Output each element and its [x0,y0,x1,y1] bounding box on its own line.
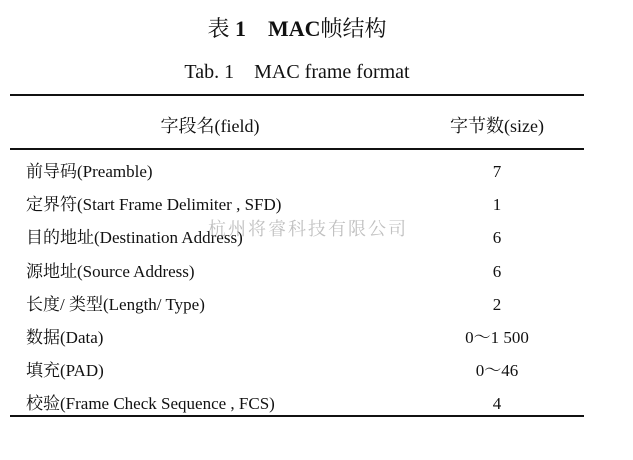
table-row [10,321,584,354]
cell-field: 定界符(Start Frame Delimiter , SFD) [26,195,282,215]
cell-field: 前导码(Preamble) [26,162,153,181]
table-row [10,288,584,321]
table-body [10,155,584,421]
cell-size: 1 [492,195,502,215]
cell-size: 2 [492,294,502,314]
table-row [10,155,584,188]
cell-field: 目的地址(Destination Address) [26,228,243,248]
watermark-text: 杭州将睿科技有限公司 [208,219,408,240]
cell-size: 0～46 [475,361,519,381]
cell-field: 填充(PAD) [26,361,104,381]
cell-size: 7 [492,162,502,181]
caption-prefix: 表 [207,16,230,41]
cell-size: 0～1 500 [465,327,529,347]
cell-size: 4 [492,394,502,414]
header-size: 字节数(size) [450,116,544,136]
table-header-rule [10,148,584,150]
table-row [10,354,584,387]
table-row [10,188,584,221]
table-header-row [10,110,584,142]
caption-number: 1 [234,16,246,41]
table-caption-english: Tab. 1 MAC frame format [184,61,410,83]
cell-size: 6 [492,261,502,281]
cell-field: 数据(Data) [26,327,104,347]
cell-size: 6 [492,228,502,248]
table-caption-chinese [0,14,594,44]
cell-field: 源地址(Source Address) [26,261,195,281]
header-field: 字段名(field) [160,116,260,136]
table-row [10,221,584,254]
caption-mac: MAC [267,16,321,41]
table-row [10,255,584,288]
table-bottom-rule [10,415,584,417]
cell-field: 长度/ 类型(Length/ Type) [26,294,205,314]
caption-title: 帧结构 [320,16,387,41]
cell-field: 校验(Frame Check Sequence , FCS) [26,394,275,414]
table-top-rule [10,94,584,96]
